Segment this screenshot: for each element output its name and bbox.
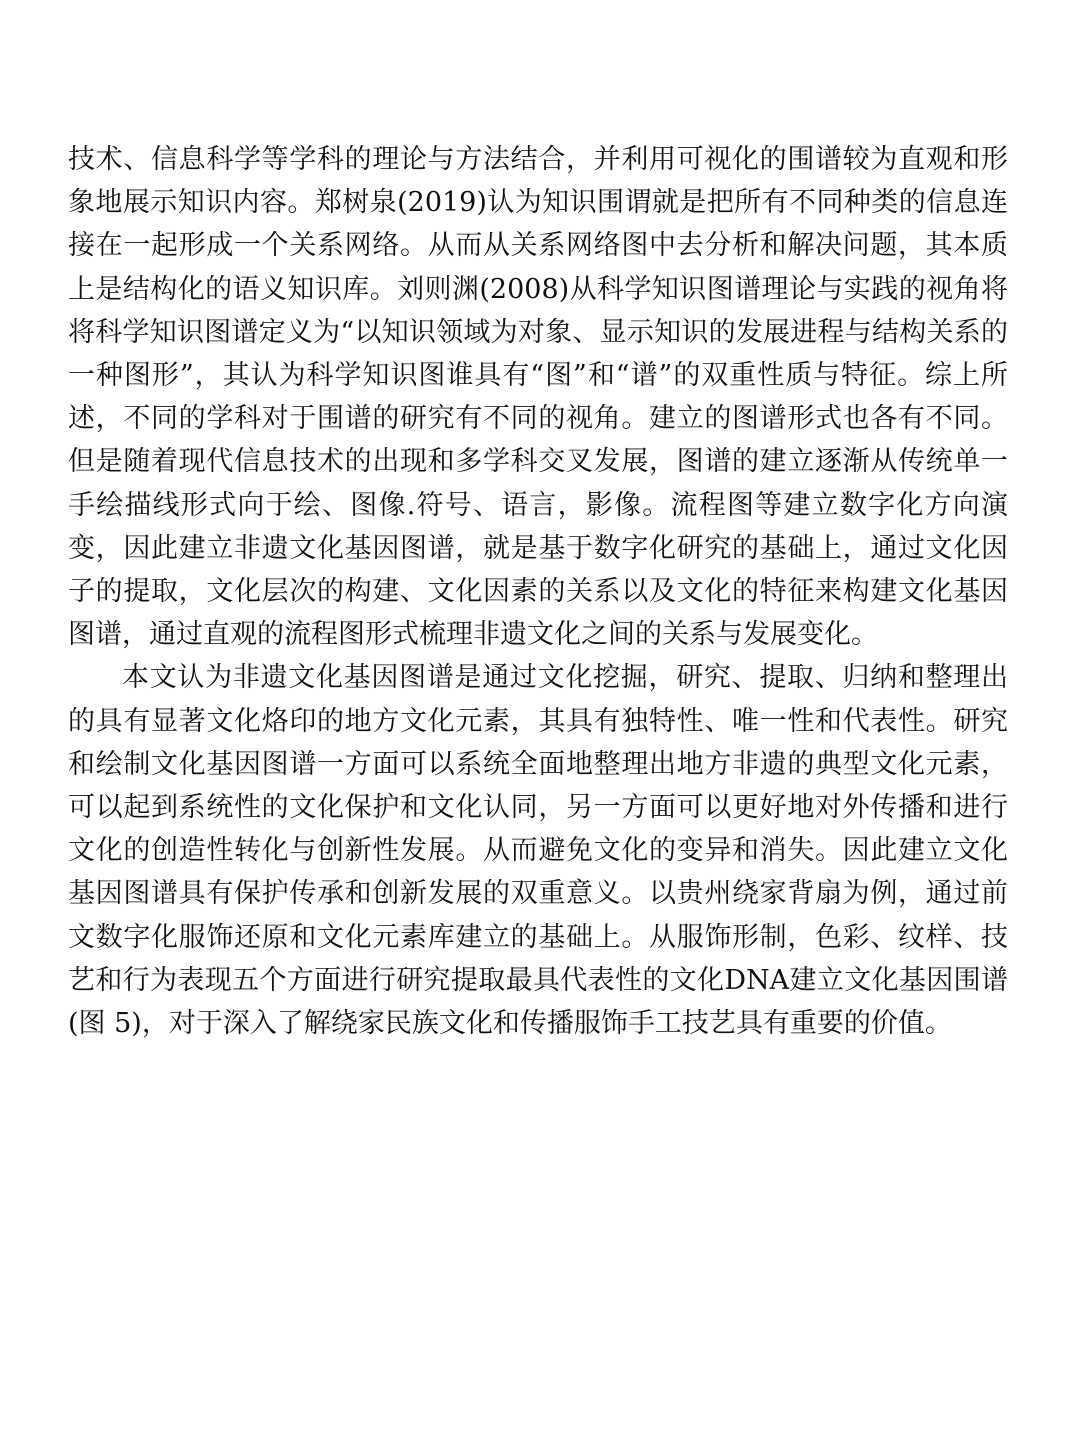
paragraph-second: 本文认为非遗文化基因图谱是通过文化挖掘，研究、提取、归纳和整理出的具有显著文化烙印的地方文化元素，其具有独特性、唯一性和代表性。研究和绘制文化基因图谱一方面可以系统全面地整理出地方非遗的典型文化元素，可以起到系统性的文化保护和文化认同，另一方面可以更好地对外传播和进行文化的创造性转化与创新性发展。从而避免文化的变异和消失。因此建立文化基因图谱具有保护传承和创新发展的双重意义。以贵州绕家背扇为例，通过前文数字化服饰还原和文化元素库建立的基础上。从服饰形制，色彩、纹样、技艺和行为表现五个方面进行研究提取最具代表性的文化DNA建立文化基因围谱(图 5)，对于深入了解绕家民族文化和传播服饰手工技艺具有重要的价值。 <box>68 662 1008 1040</box>
paragraph-continued: 技术、信息科学等学科的理论与方法结合，并利用可视化的围谱较为直观和形象地展示知识内容。郑树泉(2019)认为知识围谓就是把所有不同种类的信息连接在一起形成一个关系网络。从而从关系网络图中去分析和解决问题，其本质上是结构化的语义知识库。刘则渊(2008)从科学知识图谱理论与实践的视角将将科学知识图谱定义为“以知识领域为对象、显示知识的发展进程与结构关系的一种图形”，其认为科学知识图谁具有“图”和“谱”的双重性质与特征。综上所述，不同的学科对于围谱的研究有不同的视角。建立的图谱形式也各有不同。但是随着现代信息技术的出现和多学科交叉发展，图谱的建立逐渐从传统单一手绘描线形式向于绘、图像.符号、语言，影像。流程图等建立数字化方向演变，因此建立非遗文化基因图谱，就是基于数字化研究的基础上，通过文化因子的提取，文化层次的构建、文化因素的关系以及文化的特征来构建文化基因图谱，通过直观的流程图形式梳理非遗文化之间的关系与发展变化。 <box>68 144 1008 651</box>
body-text <box>68 138 1008 1045</box>
